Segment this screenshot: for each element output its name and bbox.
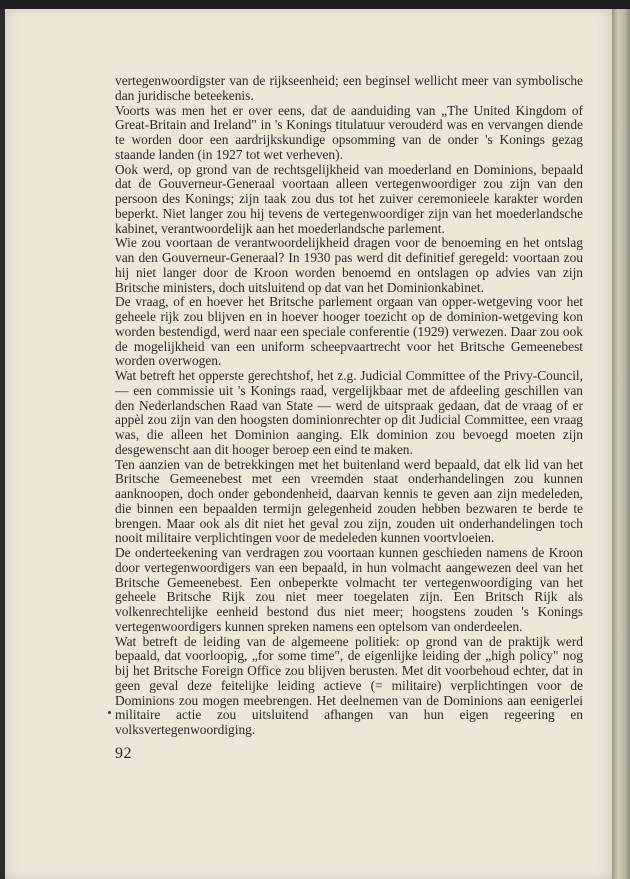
paragraph: De onderteekening van verdragen zou voortaan kunnen geschieden namens de Kroon door vertegenwoordigers van een bepaald, in hun volmacht aangewezen deel van het Britsche Gemeenebest. Een onbeperkte volmacht ter vertegenwoordiging van het geheele Britsche Rijk zou niet meer toegelaten zijn. Een Britsch Rijk als volkenrechtelijke eenheid bestond dus niet meer; hoogstens zouden 's Konings vertegenwoordigers kunnen spreken namens een optelsom van onderdeelen. — [115, 545, 583, 634]
page-edge-shadow — [612, 9, 630, 879]
paragraph: Wat betreft de leiding van de algemeene politiek: op grond van de praktijk werd bepaald, dat voorloopig, „for some time", de eigenlijke leiding der „high policy" nog bij het Britsche Foreign Office zou blijven berusten. Met dit voorbehoud echter, dat in geen geval deze feitelijke leiding actieve (= militaire) verplichtingen voor de Dominions zou mogen meebrengen. Het deelnemen van de Dominions aan eenigerlei militaire actie zou uitsluitend afhangen van hun eigen regeering en volksvertegenwoordiging. — [115, 633, 583, 737]
page-number: 92 — [115, 745, 132, 762]
paragraph: Ten aanzien van de betrekkingen met het buitenland werd bepaald, dat elk lid van het Britsche Gemeenebest met een vreemden staat onderhandelingen zou kunnen aanknoopen, doch onder gebondenheid, daarvan kennis te geven aan zijn medeleden, die binnen een bepaalden termijn gelegenheid zouden hebben bezwaren te berde te brengen. Maar ook als dit niet het geval zou zijn, zouden uit onderhandelingen toch nooit militaire verplichtingen voor de medeleden kunnen voortvloeien. — [115, 456, 583, 546]
paragraph: De vraag, of en hoever het Britsche parlement orgaan van opper-wetgeving voor het geheele rijk zou blijven en in hoever hooger toezicht op de dominion-wetgeving kon worden bestendigd, werd naar een speciale conferentie (1929) verwezen. Daar zou ook de mogelijkheid van een uniform scheepvaartrecht voor het Britsche Gemeenebest worden overwogen. — [115, 294, 583, 369]
paragraph: Wie zou voortaan de verantwoordelijkheid dragen voor de benoeming en het ontslag van den Gouverneur-Generaal? In 1930 pas werd dit definitief geregeld: voortaan zou hij niet langer door de Kroon worden benoemd en ontslagen op advies van zijn Britsche ministers, doch uitsluitend op dat van het Dominionkabinet. — [115, 235, 583, 295]
paragraph: Wat betreft het opperste gerechtshof, het z.g. Judicial Committee of the Privy-Council, — een commissie uit 's Konings raad, vergelijkbaar met de afdeeling geschillen van den Nederlandschen Raad van State — werd de uitspraak gedaan, dat de vraag of er appèl zou zijn van den hoogsten dominionrechter op dit Judicial Committee, een vraag was, die alleen het Dominion aanging. Elk dominion zou bevoegd moeten zijn desgewenscht aan dit hooger beroep een eind te maken. — [115, 368, 583, 457]
paragraph: Ook werd, op grond van de rechtsgelijkheid van moederland en Dominions, bepaald dat de Gouverneur-Generaal voortaan alleen vertegenwoordiger zou zijn van den persoon des Konings; zijn taak zou dus tot het zuiver ceremonieele karakter worden beperkt. Niet langer zou hij tevens de vertegenwoordiger zijn van het moederlandsche kabinet, verantwoordelijk aan het moederlandsche parlement. — [115, 161, 583, 236]
paragraph: Voorts was men het er over eens, dat de aanduiding van „The United Kingdom of Great-Britain and Ireland" in 's Konings titulatuur verouderd was en vervangen diende te worden door een aardrijkskundige opsomming van de onder 's Konings gezag staande landen (in 1927 tot wet verheven). — [115, 102, 583, 162]
body-text — [115, 74, 583, 738]
scan-top-border — [0, 0, 630, 9]
paragraph: vertegenwoordigster van de rijkseenheid; een beginsel wellicht meer van symbolische dan juridische beteekenis. — [115, 73, 583, 103]
ink-speck — [108, 711, 111, 714]
